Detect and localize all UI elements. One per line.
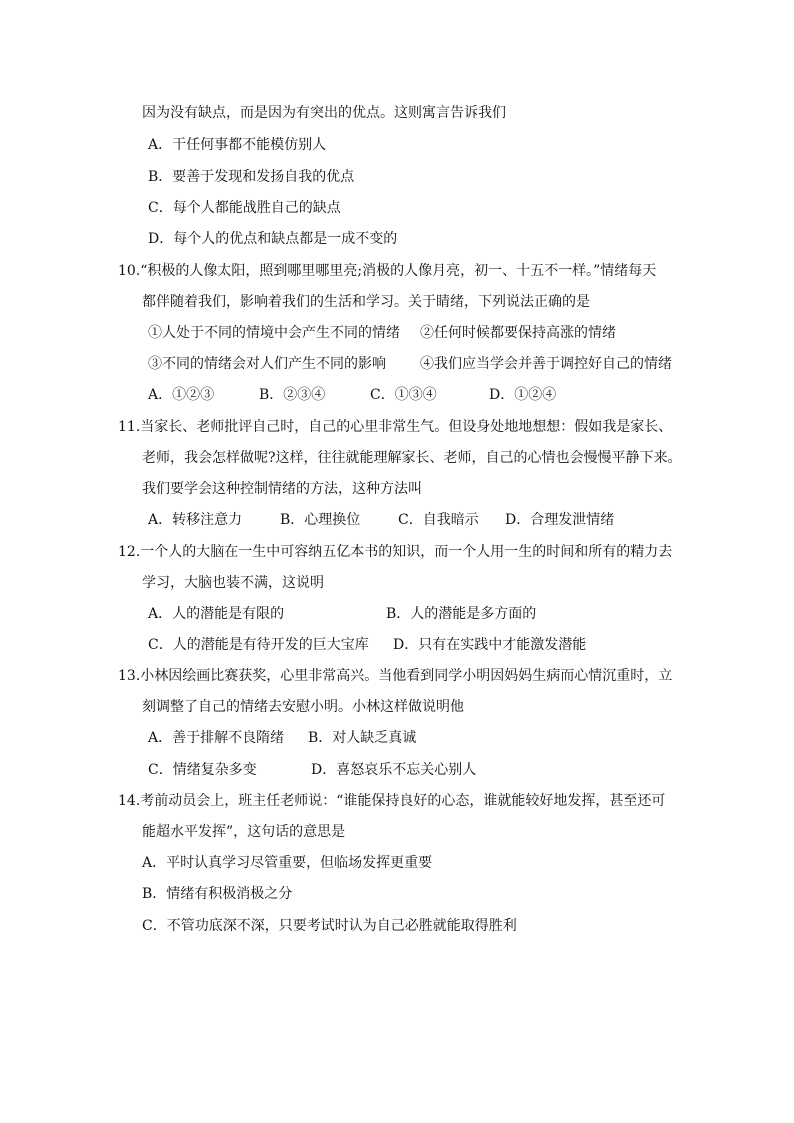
q14-number: 14. — [118, 793, 141, 809]
q13-option-d: D．喜怒哀乐不忘关心别人 — [311, 762, 477, 778]
q13-number: 13. — [118, 668, 141, 684]
q11-option-c: C．自我暗示 — [398, 512, 479, 528]
q10-option-c: C．①③④ — [370, 387, 437, 403]
q10-statement-2: ②任何时候都要保持高涨的情绪 — [420, 325, 616, 341]
q12-stem-line2: 学习，大脑也装不满，这说明 — [142, 575, 324, 591]
q11-stem-line2: 老师，我会怎样做呢?这样，往往就能理解家长、老师，自己的心情也会慢慢平静下来。 — [142, 450, 682, 466]
q10-option-d: D．①②④ — [489, 387, 557, 403]
q11-number: 11. — [118, 419, 141, 435]
q10-statement-1: ①人处于不同的情境中会产生不同的情绪 — [148, 325, 400, 341]
q12-option-c: C．人的潜能是有待开发的巨大宝库 — [148, 637, 369, 653]
q12-number: 12. — [118, 544, 141, 560]
q12-stem-line1 — [118, 543, 672, 561]
q10-option-a: A．①②③ — [148, 387, 215, 403]
q11-option-a: A．转移注意力 — [148, 512, 243, 528]
q14-stem-text1: 考前动员会上，班主任老师说：“谁能保持良好的心态，谁就能较好地发挥，甚至还可 — [140, 793, 666, 809]
q14-option-b: B．情绪有积极消极之分 — [142, 886, 293, 902]
q14-stem-line2: 能超水平发挥”，这句话的意思是 — [142, 824, 346, 840]
q13-option-c: C．情绪复杂多变 — [148, 762, 257, 778]
q9-stem-tail: 因为没有缺点，而是因为有突出的优点。这则寓言告诉我们 — [142, 105, 506, 121]
q10-option-b: B．②③④ — [259, 387, 326, 403]
q11-stem-line1 — [118, 418, 672, 436]
q12-option-d: D．只有在实践中才能激发潜能 — [393, 637, 587, 653]
q13-option-b: B．对人缺乏真诚 — [308, 730, 417, 746]
q11-stem-text1: 当家长、老师批评自己时，自己的心里非常生气。但设身处地地想想：假如我是家长、 — [140, 419, 673, 435]
q12-option-a: A．人的潜能是有限的 — [148, 606, 285, 622]
q12-option-b: B．人的潜能是多方面的 — [386, 606, 537, 622]
q14-stem-line1 — [118, 792, 665, 810]
q11-option-b: B．心理换位 — [280, 512, 361, 528]
q13-option-a: A．善于排解不良隋绪 — [148, 730, 285, 746]
q9-option-a: A．干任何事都不能模仿别人 — [148, 137, 327, 153]
q12-stem-text1: 一个人的大脑在一生中可容纳五亿本书的知识，而一个人用一生的时间和所有的精力去 — [140, 544, 673, 560]
q10-stem-line1 — [118, 262, 656, 280]
q9-option-b: B．要善于发现和发扬自我的优点 — [148, 169, 355, 185]
q10-stem-line2: 都伴随着我们，影响着我们的生活和学习。关于睛绪，下列说法正确的是 — [142, 294, 590, 310]
q9-option-d: D．每个人的优点和缺点都是一成不变的 — [148, 231, 398, 247]
q11-stem-line3: 我们要学会这种控制情绪的方法，这种方法叫 — [142, 481, 422, 497]
q13-stem-text1: 小林因绘画比赛获奖，心里非常高兴。当他看到同学小明因妈妈生病而心情沉重时，立 — [140, 668, 673, 684]
q10-stem-text1: “积极的人像太阳，照到哪里哪里亮;消极的人像月亮，初一、十五不一样。”情绪每天 — [140, 263, 657, 279]
q14-option-a: A．平时认真学习尽管重要，但临场发挥更重要 — [142, 855, 433, 871]
q9-option-c: C．每个人都能战胜自己的缺点 — [148, 200, 341, 216]
q10-statement-3: ③不同的情绪会对人们产生不同的影响 — [148, 356, 386, 372]
q11-option-d: D．合理发泄情绪 — [505, 512, 615, 528]
q10-number: 10. — [118, 263, 141, 279]
q14-option-c: C．不管功底深不深，只要考试时认为自己必胜就能取得胜利 — [142, 918, 517, 934]
q13-stem-line2: 刻调整了自己的情绪去安慰小明。小林这样做说明他 — [142, 699, 464, 715]
q10-statement-4: ④我们应当学会并善于调控好自己的情绪 — [420, 356, 672, 372]
q13-stem-line1 — [118, 667, 672, 685]
